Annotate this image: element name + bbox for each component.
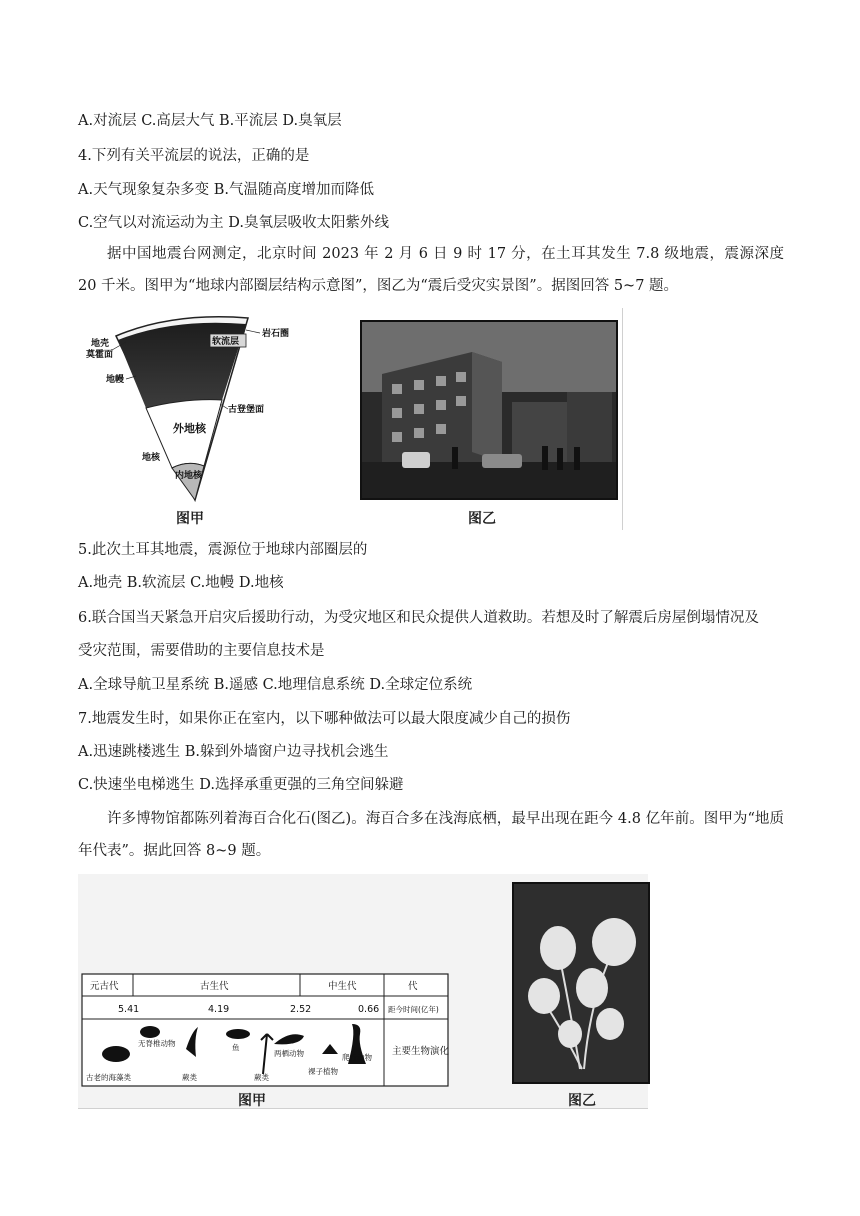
- q7-stem: 7.地震发生时，如果你正在室内，以下哪种做法可以最大限度减少自己的损伤: [78, 711, 571, 727]
- q6-stem-1: 6.联合国当天紧急开启灾后援助行动，为受灾地区和民众提供人道救助。若想及时了解震后房屋倒塌情况及: [78, 610, 759, 626]
- era-header: 代: [408, 981, 418, 992]
- label-asthenosphere: 软流层: [212, 337, 240, 347]
- org-fish: 鱼: [232, 1043, 240, 1052]
- figure2-caption-b: 图乙: [568, 1093, 596, 1109]
- geologic-time-table: [78, 874, 458, 1108]
- q6-options: A.全球导航卫星系统 B.遥感 C.地理信息系统 D.全球定位系统: [78, 677, 473, 693]
- crinoid-fossil-photo: [512, 882, 650, 1084]
- q4-options-ab: A.天气现象复杂多变 B.气温随高度增加而降低: [78, 182, 374, 198]
- org-invertebrates: 无脊椎动物: [138, 1039, 176, 1048]
- era-mesozoic: 中生代: [328, 981, 357, 992]
- figure-earth-layers-and-photo: [78, 308, 623, 530]
- label-mantle: 地幔: [106, 375, 125, 385]
- figure2-caption-a: 图甲: [238, 1093, 266, 1109]
- age-541: 5.41: [118, 1004, 140, 1015]
- org-gymnosperms: 裸子植物: [308, 1067, 338, 1076]
- org-ferns-2: 蕨类: [254, 1073, 269, 1082]
- age-066: 0.66: [358, 1004, 380, 1015]
- age-unit: 距今时间(亿年): [388, 1005, 439, 1014]
- fossil-intro: 许多博物馆都陈列着海百合化石(图乙)。海百合多在浅海底栖，最早出现在距今 4.8 亿年前。图甲为“地质年代表”。据此回答 8~9 题。: [78, 811, 784, 859]
- earthquake-damage-photo: [360, 320, 618, 500]
- q3-options: A.对流层 C.高层大气 B.平流层 D.臭氧层: [78, 113, 342, 129]
- q6-stem-2: 受灾范围，需要借助的主要信息技术是: [78, 643, 325, 659]
- earthquake-intro: 据中国地震台网测定，北京时间 2023 年 2 月 6 日 9 时 17 分，在土耳其发生 7.8 级地震，震源深度 20 千米。图甲为“地球内部圈层结构示意图”，图乙为“震后受灾实景图”。据图回答 5~7 题。: [78, 246, 784, 294]
- era-proterozoic: 元古代: [90, 981, 119, 992]
- label-moho: 莫霍面: [86, 350, 114, 360]
- row-label-evolution: 主要生物演化: [392, 1046, 450, 1057]
- org-ancient-algae: 古老的海藻类: [86, 1073, 131, 1082]
- age-419: 4.19: [208, 1004, 230, 1015]
- label-gutenberg: 古登堡面: [228, 405, 265, 415]
- q5-options: A.地壳 B.软流层 C.地幔 D.地核: [78, 575, 284, 591]
- label-lithosphere: 岩石圈: [262, 329, 290, 339]
- figure-geologic-time-and-fossil: [78, 874, 648, 1109]
- figure1-caption-a: 图甲: [176, 511, 204, 527]
- q7-options-ab: A.迅速跳楼逃生 B.躲到外墙窗户边寻找机会逃生: [78, 744, 389, 760]
- label-crust: 地壳: [91, 339, 110, 349]
- org-amphibians: 两栖动物: [274, 1049, 304, 1058]
- org-ferns-1: 蕨类: [182, 1073, 197, 1082]
- era-paleozoic: 古生代: [200, 981, 229, 992]
- figure1-caption-b: 图乙: [468, 511, 496, 527]
- q4-options-cd: C.空气以对流运动为主 D.臭氧层吸收太阳紫外线: [78, 215, 390, 231]
- label-inner-core: 内地核: [175, 471, 203, 481]
- q7-options-cd: C.快速坐电梯逃生 D.选择承重更强的三角空间躲避: [78, 777, 404, 793]
- earth-layers-diagram: [78, 308, 328, 530]
- label-outer-core: 外地核: [173, 422, 206, 435]
- q4-stem: 4.下列有关平流层的说法，正确的是: [78, 148, 310, 164]
- org-reptiles: 爬行动物: [342, 1053, 372, 1062]
- age-252: 2.52: [290, 1004, 312, 1015]
- q5-stem: 5.此次土耳其地震，震源位于地球内部圈层的: [78, 542, 368, 558]
- label-core: 地核: [142, 453, 161, 463]
